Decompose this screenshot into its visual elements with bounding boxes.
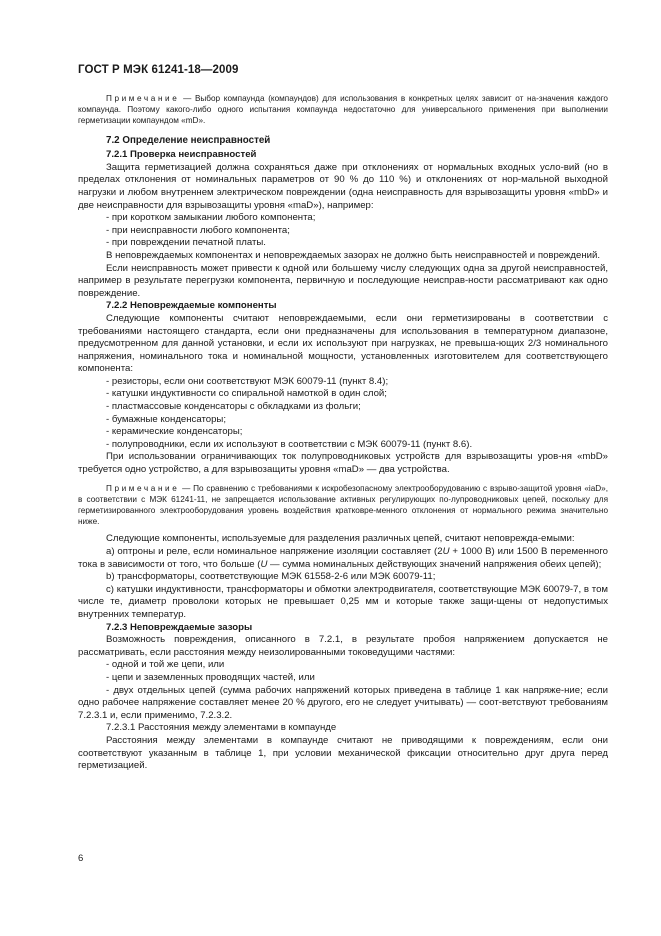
note-1-text: — Выбор компаунда (компаундов) для использования в конкретных целях зависит от на-значения каждого компаунда. Поэтому какого-либо одного испытания компаунда недостаточно для универсального применения при выполнении герметизации компаундом «mD». <box>78 94 608 126</box>
variable-u: U <box>260 558 268 570</box>
separation-item-a-part-1: a) оптроны и реле, если номинальное напряжение изоляции составляет (2 <box>106 546 443 558</box>
separation-item-a-part-3: — сумма номинальных действующих значений напряжения обеих цепей); <box>267 558 602 570</box>
note-2 <box>78 483 608 528</box>
note-2-text: — По сравнению с требованиями к искробезопасному электрооборудованию с взрыво-защитой уровня «iaD», в соответствии с МЭК 61241-11, не запрещается использование активных регулирующих по-лупроводниковых цепей, поскольку для герметизированного электрооборудования уровень воздействия кратковре-менного отклонения от нормального режима значительно ниже. <box>78 483 608 527</box>
section-7-2-1-title: 7.2.1 Проверка неисправностей <box>106 149 257 161</box>
section-7-2-3-para-2: - двух отдельных цепей (сумма рабочих напряжений которых приведена в таблице 1 как напряже-ние; если одно рабочее напряжение составляет менее 20 % другого, его не следует учитывать) — соот-ветствуют требованиям 7.2.3.1 и, если применимо, 7.2.3.2. <box>78 684 608 721</box>
section-7-2-2-para-2: При использовании ограничивающих ток полупроводниковых устройств для взрывозащиты уров-ня «mbD» требуется одно устройство, а для взрывозащиты уровня «maD» — два устройства. <box>78 451 608 476</box>
list-item: - при коротком замыкании любого компонента; <box>106 212 316 224</box>
note-2-label: Примечание <box>106 483 180 493</box>
section-7-2-1-para-2: В неповреждаемых компонентах и неповреждаемых зазорах не должно быть неисправностей и повреждений. <box>106 249 601 261</box>
variable-u: U <box>442 546 450 558</box>
note-1 <box>78 93 608 127</box>
list-item: - резисторы, если они соответствуют МЭК 60079-11 (пункт 8.4); <box>106 375 389 387</box>
document-header: ГОСТ Р МЭК 61241-18—2009 <box>78 64 239 76</box>
list-item: - при неисправности любого компонента; <box>106 224 290 236</box>
page-content <box>78 93 608 773</box>
list-item: - цепи и заземленных проводящих частей, или <box>106 671 315 683</box>
section-7-2-2-para-1: Следующие компоненты считают неповреждаемыми, если они герметизированы в соответствии с требованиями настоящего стандарта, если они предназначены для использования в температурном диапазоне, предусмотренном для данной установки, и если их используют при нагрузках, не превыша-ющих 2/3 номинального напряжения, номинального тока и номинальной мощности, установленных изготовителем для соответствующего компонента: <box>78 312 608 375</box>
separation-item-a <box>78 546 608 571</box>
separation-item-b: b) трансформаторы, соответствующие МЭК 61558-2-6 или МЭК 60079-11; <box>106 571 436 583</box>
list-item: - полупроводники, если их используют в соответствии с МЭК 60079-11 (пункт 8.6). <box>106 438 473 450</box>
list-item: - бумажные конденсаторы; <box>106 413 226 425</box>
section-7-2-3-1-para-1: Расстояния между элементами в компаунде считают не приводящими к повреждениям, если они соответствуют указанным в таблице 1, при условии механической фиксации относительно друг друга перед герметизацией. <box>78 734 608 772</box>
separation-item-c: c) катушки индуктивности, трансформаторы и обмотки электродвигателя, соответствующие МЭК 60079-7, в том числе те, диаметр проволоки которых не превышает 0,25 мм и которые также защи-щены от недопустимых внутренних температур. <box>78 583 608 621</box>
section-7-2-1-para-1: Защита герметизацией должна сохраняться даже при отклонениях от нормальных входных усло-вий (но в пределах отклонения от номинальных параметров от 90 % до 110 %) и отклонениях от нор-мальной выходной нагрузки и любом внутреннем электрическом повреждении (одна неисправность для взрывозащиты уровня «mbD» и две неисправности для взрывозащиты уровня «maD»), например: <box>78 161 608 211</box>
section-7-2-3-title: 7.2.3 Неповреждаемые зазоры <box>106 621 253 633</box>
section-7-2-2-title: 7.2.2 Неповреждаемые компоненты <box>106 300 277 312</box>
separation-item-a-part-2: + 1000 В) или 1500 В переменного тока в зависимости от того, что больше ( <box>78 546 609 570</box>
separation-intro: Следующие компоненты, используемые для разделения различных цепей, считают неповрежда-емыми: <box>106 533 575 545</box>
list-item: - пластмассовые конденсаторы с обкладками из фольги; <box>106 401 361 413</box>
section-7-2-title: 7.2 Определение неисправностей <box>106 134 271 146</box>
list-item: - при повреждении печатной платы. <box>106 237 266 249</box>
note-1-label: Примечание <box>106 94 180 103</box>
page-number: 6 <box>78 853 84 864</box>
section-7-2-3-1-title: 7.2.3.1 Расстояния между элементами в компаунде <box>106 722 337 734</box>
list-item: - одной и той же цепи, или <box>106 659 225 671</box>
section-7-2-3-para-1: Возможность повреждения, описанного в 7.2.1, в результате пробоя напряжением допускается не рассматривать, если расстояния между неизолированными токоведущими частями: <box>78 634 608 658</box>
section-7-2-1-para-3: Если неисправность может привести к одной или большему числу следующих одна за другой неисправностей, например в результате перегрузки компонента, первичную и последующие неисправ-ности рассматривают как одно повреждение. <box>78 262 608 299</box>
list-item: - катушки индуктивности со спиральной намоткой в один слой; <box>106 388 387 400</box>
list-item: - керамические конденсаторы; <box>106 426 243 438</box>
